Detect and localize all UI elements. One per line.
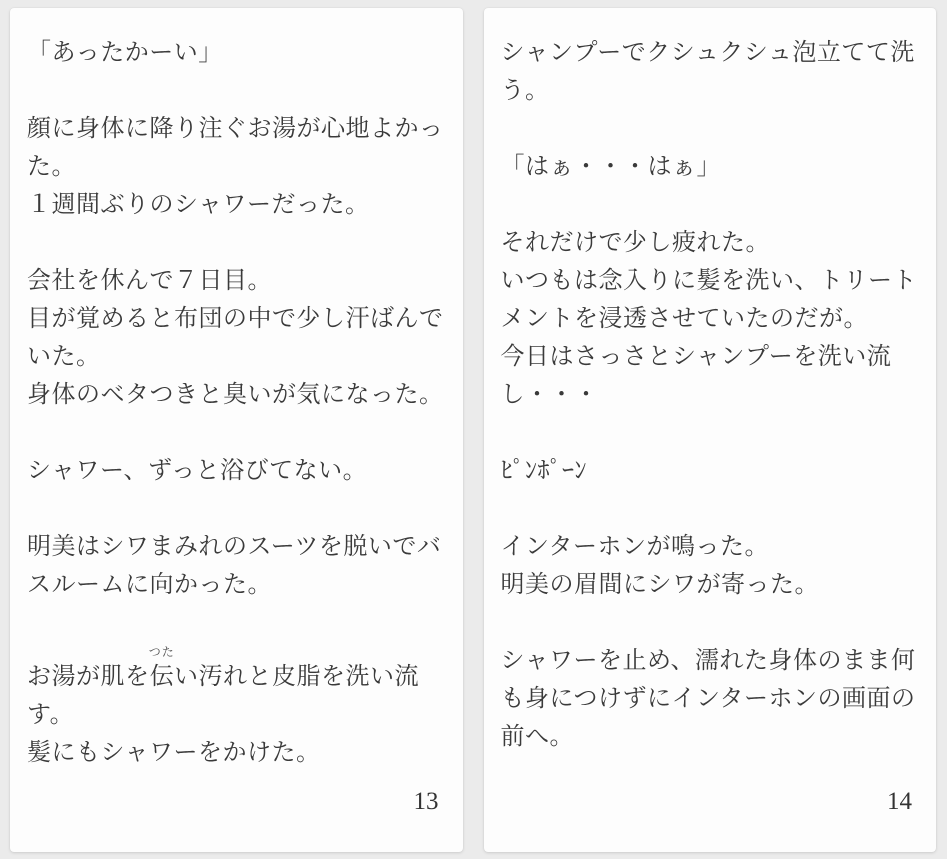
text-line: す。 bbox=[27, 702, 75, 728]
text-line: いつもは念入りに髪を洗い、トリート bbox=[500, 268, 917, 294]
text-line: シャワーを止め、濡れた身体のまま何 bbox=[500, 648, 916, 674]
text-line: シャワー、ずっと浴びてない。 bbox=[27, 458, 368, 484]
text-line: それだけで少し疲れた。 bbox=[500, 230, 770, 256]
text-line: し・・・ bbox=[500, 382, 599, 408]
text-line: 「あったかーい」 bbox=[27, 40, 223, 66]
text-line: 前へ。 bbox=[500, 724, 574, 750]
text-line: ﾋﾟﾝﾎﾟｰﾝ bbox=[500, 458, 587, 484]
text-line: スルームに向かった。 bbox=[27, 572, 272, 598]
blank-line bbox=[501, 604, 917, 642]
page-number-left: 13 bbox=[413, 788, 439, 815]
blank-line bbox=[27, 414, 443, 452]
page-text-right bbox=[501, 34, 917, 756]
text-line: う。 bbox=[500, 78, 550, 104]
text-line: １週間ぶりのシャワーだった。 bbox=[27, 192, 370, 218]
text-line: いた。 bbox=[27, 344, 101, 370]
text-line: た。 bbox=[27, 154, 76, 180]
text-line: 顔に身体に降り注ぐお湯が心地よかっ bbox=[27, 116, 444, 142]
page-number-right: 14 bbox=[887, 788, 912, 815]
text-line: も身につけずにインターホンの画面の bbox=[500, 686, 916, 712]
text-line: 明美の眉間にシワが寄った。 bbox=[500, 572, 819, 598]
text-line: 身体のベタつきと臭いが気になった。 bbox=[27, 382, 444, 408]
book-page-right[interactable] bbox=[484, 8, 937, 852]
text-line: インターホンが鳴った。 bbox=[500, 534, 770, 560]
text-line: 髪にもシャワーをかけた。 bbox=[27, 740, 321, 766]
text-line: 明美はシワまみれのスーツを脱いでバ bbox=[27, 534, 442, 560]
furigana-label: つた bbox=[148, 645, 175, 659]
blank-line bbox=[27, 604, 443, 642]
blank-line bbox=[27, 224, 443, 262]
text-line: 会社を休んで７日目。 bbox=[27, 268, 272, 294]
blank-line bbox=[27, 490, 443, 528]
text-line: メントを浸透させていたのだが。 bbox=[500, 306, 868, 332]
blank-line bbox=[501, 490, 917, 528]
text-line: お湯が肌を伝 つた い汚れと皮脂を洗い流 bbox=[27, 658, 443, 696]
text-line: シャンプーでクシュクシュ泡立てて洗 bbox=[500, 40, 915, 66]
blank-line bbox=[501, 414, 917, 452]
ruby-annotated-kanji: 伝 つた bbox=[148, 645, 175, 690]
text-line: 「はぁ・・・はぁ」 bbox=[500, 154, 721, 180]
book-page-left[interactable] bbox=[10, 8, 463, 852]
blank-line bbox=[27, 72, 443, 110]
text-line: 今日はさっさとシャンプーを洗い流 bbox=[500, 344, 892, 370]
page-text-left bbox=[27, 34, 443, 772]
blank-line bbox=[501, 186, 917, 224]
blank-line bbox=[501, 110, 917, 148]
text-line: 目が覚めると布団の中で少し汗ばんで bbox=[27, 306, 444, 332]
